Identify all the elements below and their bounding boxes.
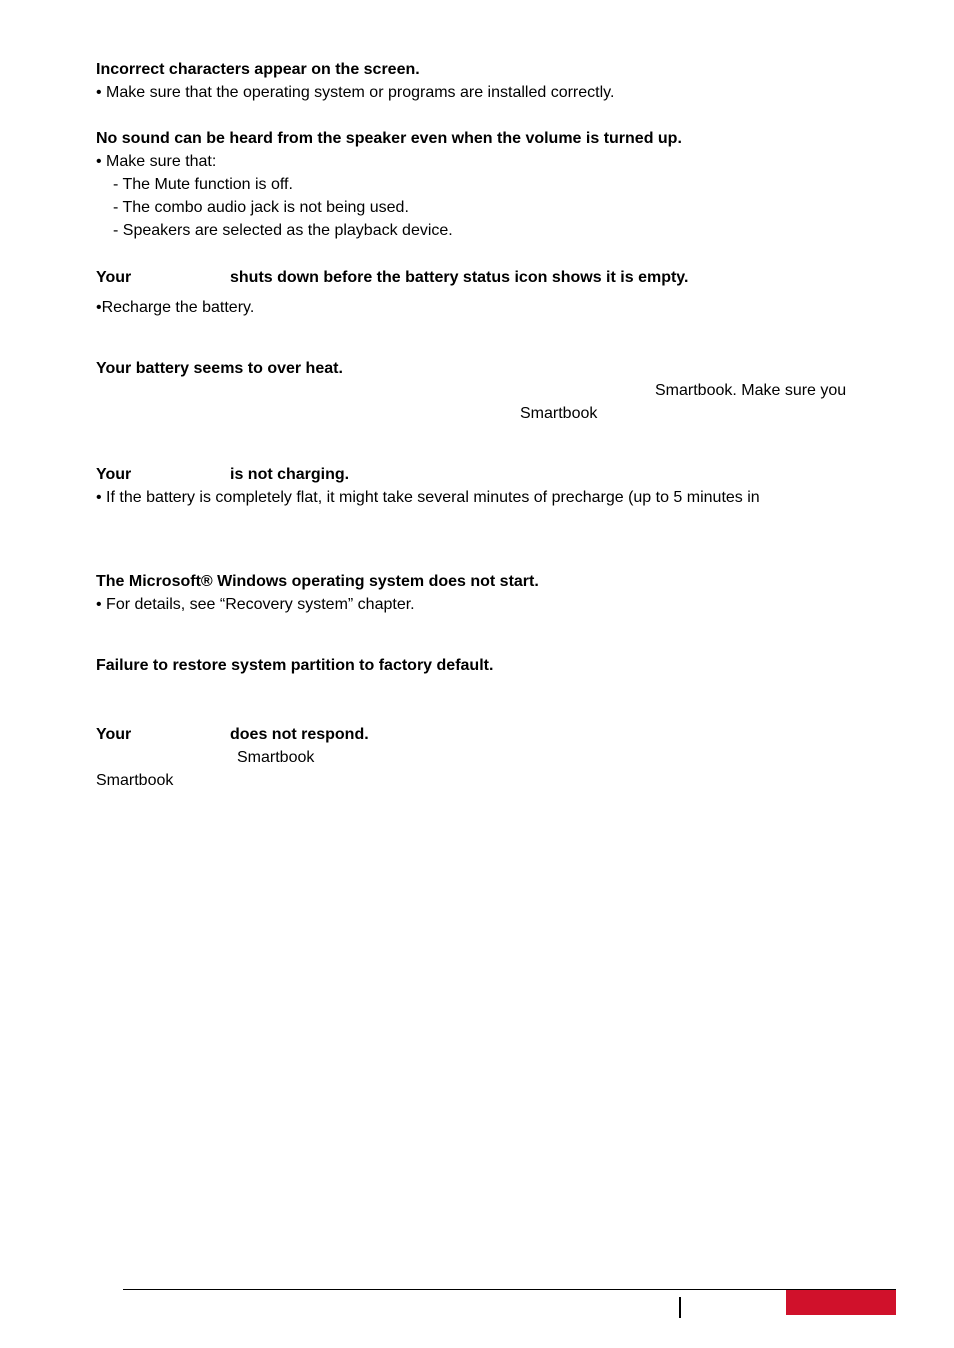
heading-over-heat: Your battery seems to over heat. xyxy=(96,360,343,377)
bullet-recharge: •Recharge the battery. xyxy=(96,299,255,316)
heading-not-charging-end: is not charging. xyxy=(230,466,350,483)
not-respond-line2-fragment: Smartbook xyxy=(96,772,174,789)
subitem-mute-off: - The Mute function is off. xyxy=(113,176,293,193)
heading-not-respond-end: does not respond. xyxy=(230,726,369,743)
heading-windows-not-start: The Microsoft® Windows operating system does not start. xyxy=(96,573,539,590)
heading-restore-failure: Failure to restore system partition to factory default. xyxy=(96,657,494,674)
footer-separator xyxy=(679,1297,681,1318)
heading-shuts-down-end: shuts down before the battery status icon shows it is empty. xyxy=(230,269,689,286)
subitem-audio-jack: - The combo audio jack is not being used. xyxy=(113,199,409,216)
bullet-make-sure: • Make sure that: xyxy=(96,153,217,170)
bullet-recovery-system: • For details, see “Recovery system” chapter. xyxy=(96,596,415,613)
heading-not-charging-start: Your xyxy=(96,466,132,483)
overheat-line1-fragment: Smartbook. Make sure you xyxy=(655,382,847,399)
subitem-speakers-selected: - Speakers are selected as the playback device. xyxy=(113,222,453,239)
footer-rule xyxy=(123,1289,896,1290)
bullet-check-os: • Make sure that the operating system or programs are installed correctly. xyxy=(96,84,615,101)
overheat-line2-fragment: Smartbook xyxy=(520,405,598,422)
heading-not-respond-start: Your xyxy=(96,726,132,743)
heading-shuts-down-start: Your xyxy=(96,269,132,286)
not-respond-line1-fragment: Smartbook xyxy=(237,749,315,766)
bullet-battery-flat: • If the battery is completely flat, it might take several minutes of precharge (up to 5 minutes in xyxy=(96,489,760,506)
heading-incorrect-characters: Incorrect characters appear on the screen. xyxy=(96,61,420,78)
heading-no-sound: No sound can be heard from the speaker even when the volume is turned up. xyxy=(96,130,682,147)
footer-page-tab xyxy=(786,1290,896,1315)
